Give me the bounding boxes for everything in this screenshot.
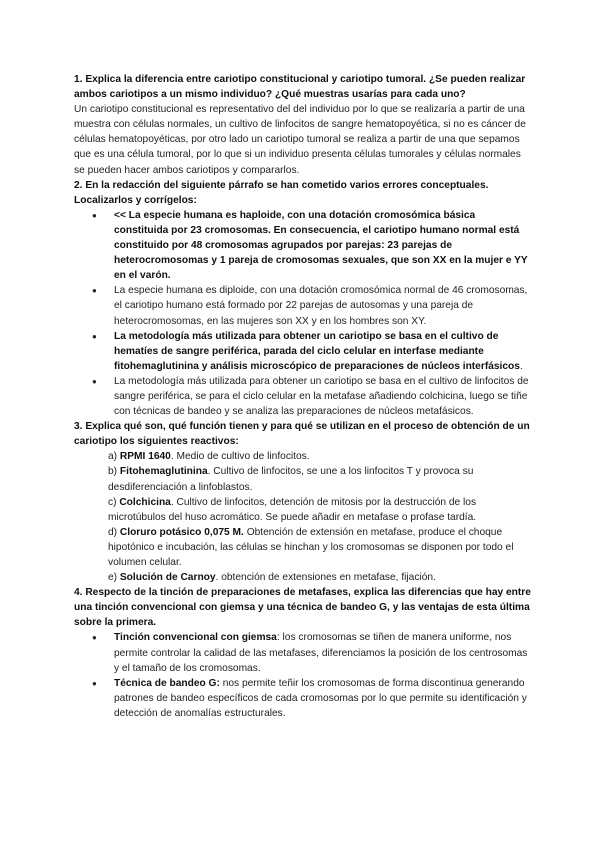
reagent-desc: . Medio de cultivo de linfocitos. [170,451,310,463]
reagent-prefix: a) [108,451,120,463]
list-item-text: << La especie humana es haploide, con una dotación cromosómica básica constituida por 23 cromosomas. En consecuencia, el cariotipo humano normal está constituido por 48 cromosomas agrupados por parejas: 23 parejas de heterocromosomas y 1 pareja de cromosomas sexuales, que son XX en la mujer e YY en el varón. [114,209,528,282]
list-item [74,630,532,675]
question-1-title: 1. Explica la diferencia entre cariotipo constitucional y cariotipo tumoral. ¿Se pueden realizar ambos cariotipos a un mismo individuo? ¿Qué muestras usarías para cada uno? [74,74,526,101]
list-item-term: Tinción convencional con giemsa [114,632,277,644]
list-item-desc: : los cromosomas se tiñen de manera uniforme, nos permite controlar la calidad de las metafases, diferenciamos la posición de los centrosomas y el tamaño de los cromosomas. [114,632,528,674]
list-item-term: Técnica de bandeo G: [114,677,220,689]
list-item [74,374,532,419]
list-item-text: La metodología más utilizada para obtener un cariotipo se basa en el cultivo de hematíes de sangre periférica, parada del ciclo celular en interfase mediante fitohemaglutinina y análisis microscópico de preparaciones de núcleos interfásicos [114,330,520,372]
list-item [74,676,532,721]
question-2-list [74,208,532,419]
list-item-text: La especie humana es diploide, con una dotación cromosómica normal de 46 cromosomas, el cariotipo humano está formado por 22 parejas de autosomas y una pareja de heterocromosomas, en las mujeres son XX y en los hombres son XY. [114,285,528,327]
reagent-desc: . obtención de extensiones en metafase, fijación. [215,572,436,584]
question-1-answer: Un cariotipo constitucional es representativo del del individuo por lo que se realizaría a partir de una muestra con células normales, un cultivo de linfocitos de sangre hematopoyética, si no es cáncer de células hematopoyéticas, por otro lado un cariotipo tumoral se realiza a partir de una que sepamos que es una célula tumoral, por lo que si un individuo presenta células tumorales y células normales se pueden hacer ambos cariotipos y compararlos. [74,104,526,176]
list-item [74,283,532,328]
reagent-item [108,449,532,464]
reagent-item [108,525,532,570]
reagent-prefix: d) [108,526,120,538]
list-item [74,208,532,283]
reagent-desc: . Cultivo de linfocitos, detención de mitosis por la destrucción de los microtúbulos del huso acromático. Se puede añadir en metafase o profase tardía. [108,496,477,523]
reagent-desc: . Cultivo de linfocitos, se une a los linfocitos T y provoca su desdiferenciación a linfoblastos. [108,466,474,493]
reagent-list [74,449,532,585]
reagent-item [108,495,532,525]
question-4-title: 4. Respecto de la tinción de preparaciones de metafases, explica las diferencias que hay entre una tinción convencional con giemsa y una técnica de bandeo G, y las ventajas de esta última sobre la primera. [74,587,531,629]
question-3-title: 3. Explica qué son, qué función tienen y para qué se utilizan en el proceso de obtención de un cariotipo los siguientes reactivos: [74,421,530,448]
reagent-term: Cloruro potásico 0,075 M. [119,526,244,538]
reagent-prefix: e) [108,572,120,584]
list-item-tail: . [519,360,523,372]
reagent-desc: Obtención de extensión en metafase, produce el choque hipotónico e incubación, las células se hinchan y los cromosomas se disponen por todo el volumen celular. [108,526,514,568]
reagent-item [108,464,532,494]
reagent-term: Colchicina [119,496,171,508]
list-item [74,329,532,374]
list-item-desc: nos permite teñir los cromosomas de forma discontinua generando patrones de bandeo específicos de cada cromosomas por lo que permite su identificación y detección de anomalías estructurales. [114,677,527,719]
reagent-prefix: b) [108,466,120,478]
reagent-term: Solución de Carnoy [119,572,216,584]
list-item-text: La metodología más utilizada para obtener un cariotipo se basa en el cultivo de linfocitos de sangre periférica, se para el ciclo celular en la metafase añadiendo colchicina, luego se tiñe con técnicas de bandeo y se analiza las preparaciones de núcleos metafásicos. [114,375,529,418]
reagent-item [108,570,532,585]
reagent-term: RPMI 1640 [119,451,171,463]
reagent-term: Fitohemaglutinina [119,466,208,478]
reagent-prefix: c) [108,496,120,508]
question-4-list [74,630,532,721]
question-2-title: 2. En la redacción del siguiente párrafo se han cometido varios errores conceptuales. Localizarlos y corrígelos: [74,179,489,206]
document-page [74,72,532,721]
